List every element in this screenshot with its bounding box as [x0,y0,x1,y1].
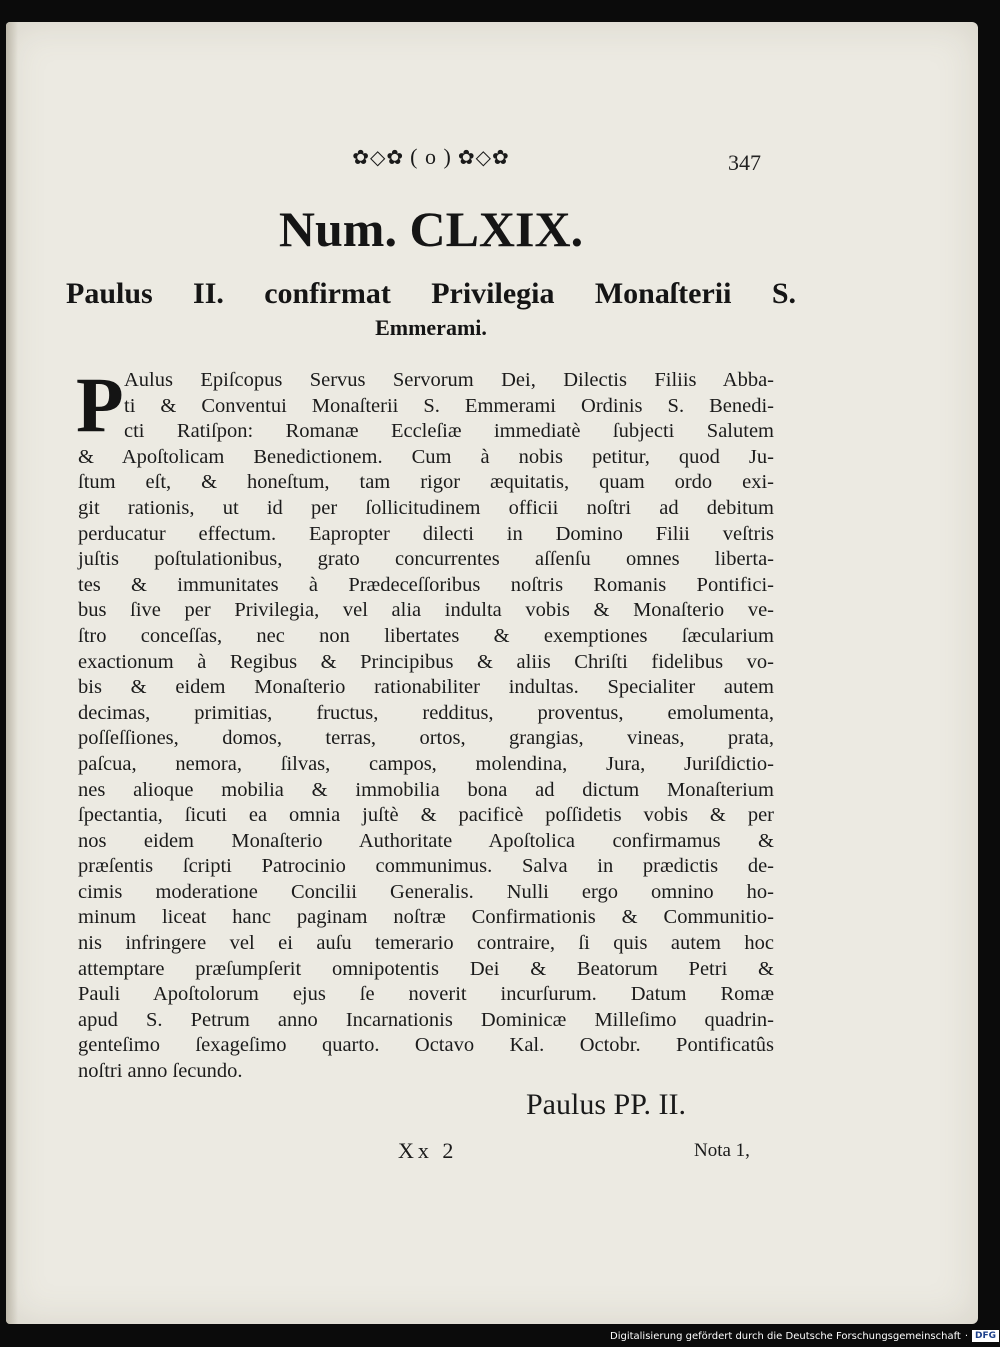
body-line: Pauli Apoſtolorum ejus ſe noverit incurſurum. Datum Romæ [78,983,774,1006]
drop-capital: P [76,361,124,448]
body-line: noſtri anno ſecundo. [78,1060,243,1083]
body-line: ti & Conventui Monaſterii S. Emmerami Ordinis S. Benedi- [124,394,774,417]
body-line: genteſimo ſexageſimo quarto. Octavo Kal. Octobr. Pontificatûs [78,1034,774,1057]
body-line: ſpectantia, ſicuti ea omnia juſtè & pacificè poſſidetis vobis & per [78,804,774,827]
document-body [76,361,774,1085]
body-line: nes alioque mobilia & immobilia bona ad dictum Monaſterium [78,778,774,801]
body-line: ſtum eſt, & honeſtum, tam rigor æquitatis, quam ordo exi- [78,471,774,494]
body-line: tes & immunitates à Prædeceſſoribus noſtris Romanis Pontifici- [78,573,774,596]
body-line: paſcua, nemora, ſilvas, campos, molendina, Jura, Juriſdictio- [78,752,774,775]
body-line: Aulus Epiſcopus Servus Servorum Dei, Dilectis Filiis Abba- [124,369,774,391]
body-line: bis & eidem Monaſterio rationabiliter indultas. Specialiter autem [78,676,774,699]
digitization-credit: Digitalisierung gefördert durch die Deutsche Forschungsgemeinschaft · DFG [610,1330,999,1342]
ornament-center: ( o ) [410,144,452,169]
body-line: minum liceat hanc paginam noſtræ Confirmationis & Communitio- [78,906,774,929]
document-title [66,278,796,344]
body-line: cimis moderatione Concilii Generalis. Nulli ergo omnino ho- [78,880,774,903]
header-ornament [316,142,546,172]
body-line: præſentis ſcripti Patrocinio communimus. Salva in prædictis de- [78,855,774,878]
body-line: nis infringere vel ei auſu temerario contraire, ſi quis autem hoc [78,932,774,955]
body-line: perducatur effectum. Eapropter dilecti in Domino Filii veſtris [78,522,774,545]
dfg-logo: DFG [972,1330,999,1342]
signature-mark: Xx 2 [398,1138,458,1163]
body-line: poſſeſſiones, domos, terras, ortos, grangias, vineas, prata, [78,727,774,750]
page-number: 347 [728,150,761,175]
body-line: ſtro conceſſas, nec non libertates & exemptiones ſæcularium [78,624,774,647]
ornament-right: ✿◇✿ [457,146,510,169]
body-line: decimas, primitias, fructus, redditus, proventus, emolumenta, [78,701,774,724]
body-line: juſtis poſtulationibus, grato concurrentes aſſenſu omnes liberta- [78,548,774,571]
signature: Paulus PP. II. [526,1088,687,1121]
document-title-line-1: Paulus II. confirmat Privilegia Monaſterii S. [66,277,796,310]
book-page [6,22,978,1324]
body-line: attemptare præſumpſerit omnipotentis Dei & Beatorum Petri & [78,957,774,980]
body-line: exactionum à Regibus & Principibus & aliis Chriſti fidelibus vo- [78,650,774,673]
body-line: apud S. Petrum anno Incarnationis Dominicæ Milleſimo quadrin- [78,1008,774,1031]
document-title-line-2: Emmerami. [375,315,487,340]
ornament-left: ✿◇✿ [352,146,405,169]
body-line: git rationis, ut id per ſollicitudinem officii noſtri ad debitum [78,496,774,519]
digitization-credit-text: Digitalisierung gefördert durch die Deutsche Forschungsgemeinschaft [610,1330,961,1342]
body-line: cti Ratiſpon: Romanæ Eccleſiæ immediatè ſubjecti Salutem [124,420,774,443]
body-line: & Apoſtolicam Benedictionem. Cum à nobis petitur, quod Ju- [78,445,774,468]
body-line: nos eidem Monaſterio Authoritate Apoſtolica confirmamus & [78,829,774,852]
body-line: bus ſive per Privilegia, vel alia indulta vobis & Monaſterio ve- [78,599,774,622]
document-number-heading: Num. CLXIX. [278,201,584,257]
catchword: Nota 1, [694,1140,750,1161]
